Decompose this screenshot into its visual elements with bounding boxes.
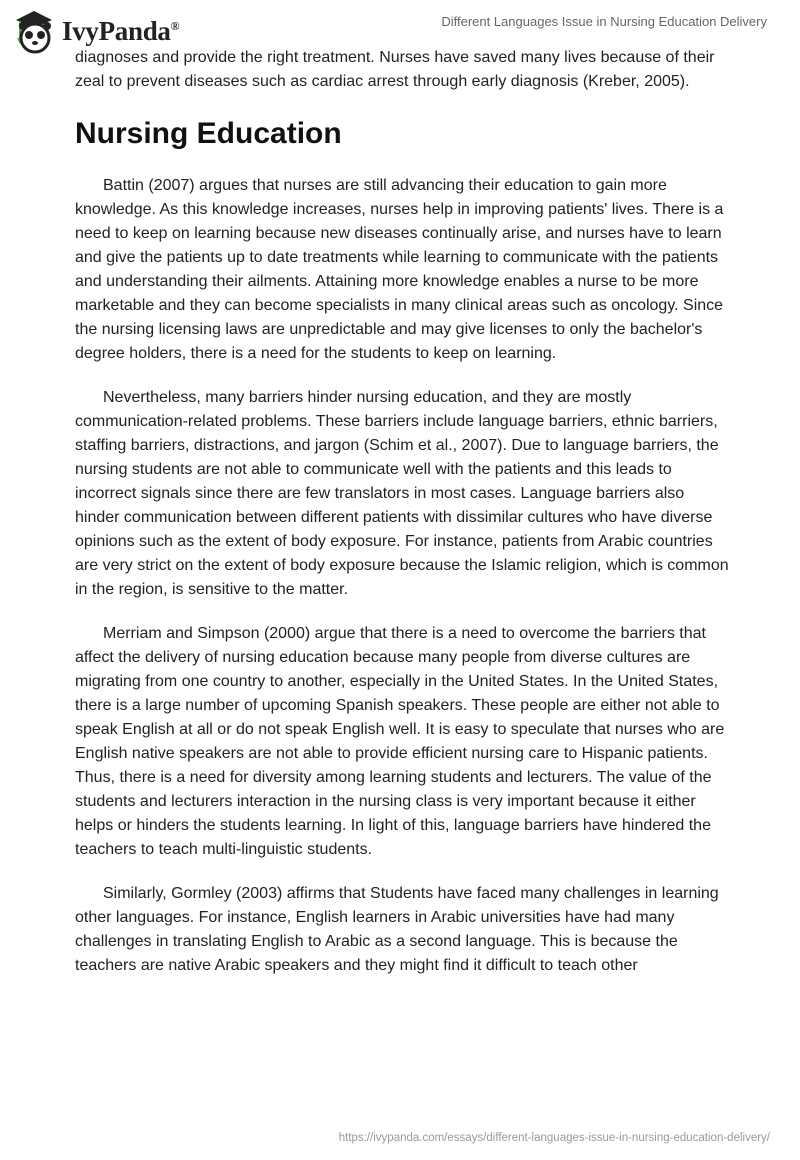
paragraph: Nevertheless, many barriers hinder nursing education, and they are mostly communication-related problems. These barriers include language barriers, ethnic barriers, staffing barriers, distractions, and jargon (Schim et al., 2007). Due to language barriers, the nursing students are not able to communicate well with the patients and this leads to incorrect signals since there are few translators in most cases. Language barriers also hinder communication between different patients with dissimilar cultures who have diverse opinions such as the extent of body exposure. For instance, patients from Arabic countries are very strict on the extent of body exposure because the Islamic religion, which is common in the region, is sensitive to the matter. — [75, 389, 729, 598]
paragraph: Similarly, Gormley (2003) affirms that Students have faced many challenges in learning other languages. For instance, English learners in Arabic universities have had many challenges in translating English to Arabic as a second language. This is because the teachers are native Arabic speakers and they might find it difficult to teach other — [75, 885, 719, 974]
document-title: Different Languages Issue in Nursing Education Delivery — [441, 14, 767, 29]
logo-text: IvyPanda® — [62, 15, 180, 46]
panda-graduate-icon — [12, 8, 56, 54]
paragraph: Battin (2007) argues that nurses are still advancing their education to gain more knowledge. As this knowledge increases, nurses help in improving patients' lives. There is a need to keep on learning because new diseases continually arise, and nurses have to learn and give the patients up to date treatments while learning to communicate with the patients and understanding their ailments. Attaining more knowledge enables a nurse to be more marketable and they can become specialists in many clinical areas such as oncology. Since the nursing licensing laws are unpredictable and may give licenses to only the bachelor's degree holders, there is a need for the students to keep on learning. — [75, 177, 724, 362]
source-url[interactable]: https://ivypanda.com/essays/different-languages-issue-in-nursing-education-delivery/ — [338, 1132, 770, 1144]
essay-content — [75, 46, 730, 998]
section-heading: Nursing Education — [75, 117, 342, 150]
intro-paragraph: diagnoses and provide the right treatment. Nurses have saved many lives because of their zeal to prevent diseases such as cardiac arrest through early diagnosis (Kreber, 2005). — [75, 49, 715, 90]
paragraph: Merriam and Simpson (2000) argue that there is a need to overcome the barriers that affect the delivery of nursing education because many people from diverse cultures are migrating from one country to another, especially in the United States. In the United States, there is a large number of upcoming Spanish speakers. These people are either not able to speak English at all or do not speak English well. It is easy to speculate that nurses who are English native speakers are not able to provide efficient nursing care to Hispanic patients. Thus, there is a need for diversity among learning students and lecturers. The value of the students and lecturers interaction in the nursing class is very important because it either helps or hinders the students learning. In light of this, language barriers have hindered the teachers to teach multi-linguistic students. — [75, 625, 725, 858]
